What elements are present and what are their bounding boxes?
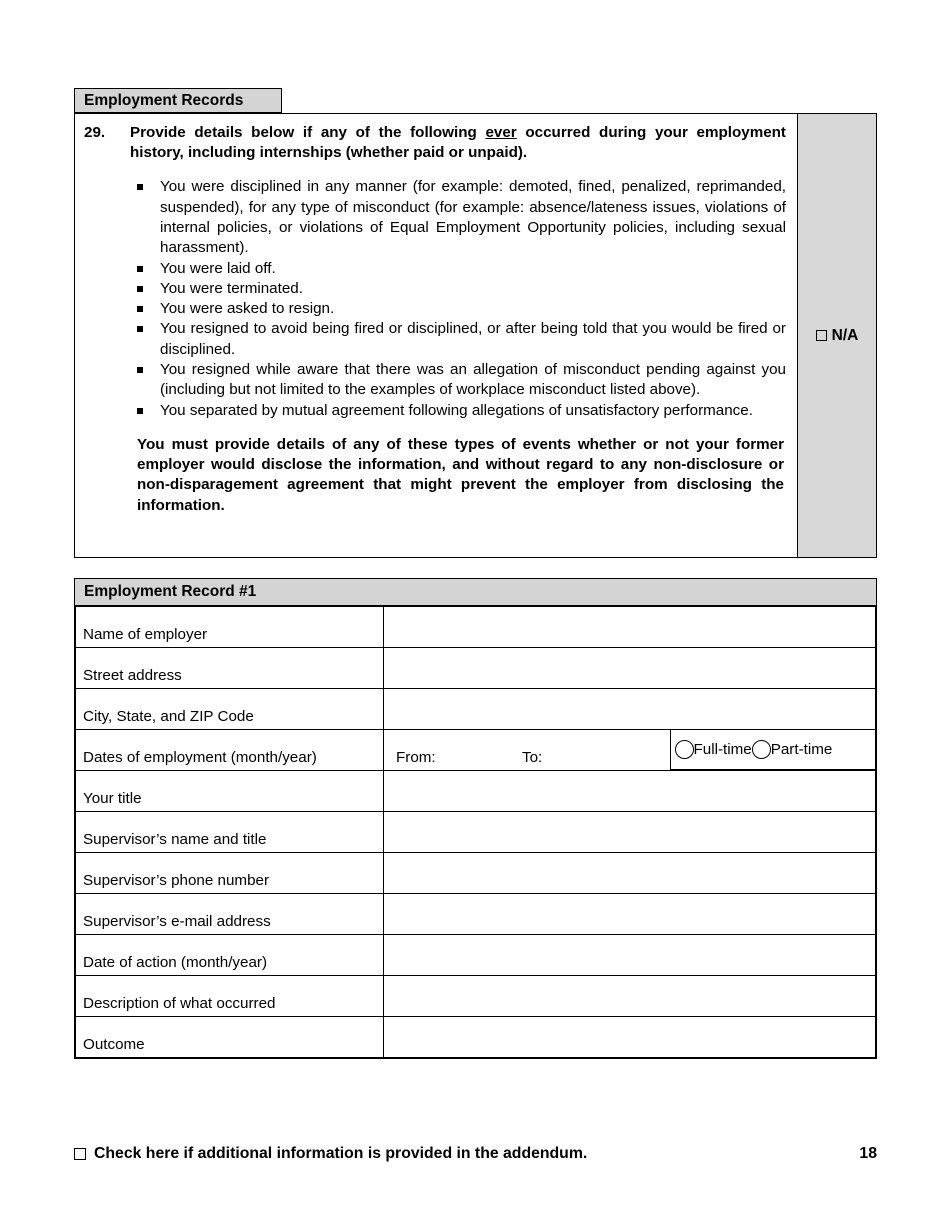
bullet-item: You were laid off. [137, 259, 786, 279]
table-row [76, 894, 876, 935]
row-label-supervisor-name-title: Supervisor’s name and title [76, 812, 384, 853]
employment-record-table [75, 606, 876, 1058]
question-prompt-part1: Provide details below if any of the following [130, 124, 486, 141]
row-label-dates-of-employment: Dates of employment (month/year) [76, 730, 384, 771]
table-row [76, 730, 876, 771]
row-value-date-of-action[interactable] [384, 935, 876, 976]
row-label-city-state-zip: City, State, and ZIP Code [76, 689, 384, 730]
row-label-street-address: Street address [76, 648, 384, 689]
bullet-item: You resigned to avoid being fired or disciplined, or after being told that you would be fired or disciplined. [137, 319, 786, 360]
row-value-city-state-zip[interactable] [384, 689, 876, 730]
table-row [76, 607, 876, 648]
bullet-item: You were terminated. [137, 279, 786, 299]
checkbox-icon[interactable] [816, 330, 827, 341]
table-row [76, 935, 876, 976]
section-header-label: Employment Records [84, 91, 244, 109]
page-footer [74, 1145, 877, 1163]
row-label-supervisor-phone: Supervisor’s phone number [76, 853, 384, 894]
bullet-item: You were disciplined in any manner (for example: demoted, fined, penalized, reprimanded, suspended), for any type of misconduct (for example: absence/lateness issues, violations of internal policies, or violations of Equal Employment Opportunity policies, including sexual harassment). [137, 177, 786, 258]
checkbox-icon[interactable] [74, 1148, 86, 1160]
bullet-item: You separated by mutual agreement following allegations of unsatisfactory performance. [137, 401, 786, 421]
row-label-your-title: Your title [76, 771, 384, 812]
dates-to-label: To: [522, 749, 543, 766]
row-value-supervisor-phone[interactable] [384, 853, 876, 894]
dates-from-label: From: [396, 749, 436, 766]
row-value-street-address[interactable] [384, 648, 876, 689]
table-row [76, 771, 876, 812]
radio-part-time-icon[interactable] [752, 740, 771, 759]
question-prompt-part2: occurred during your employment history, including internships (whether paid or unpaid). [130, 124, 786, 162]
row-label-description: Description of what occurred [76, 976, 384, 1017]
question-29-content [75, 114, 798, 557]
row-value-name-of-employer[interactable] [384, 607, 876, 648]
bullet-item: You were asked to resign. [137, 299, 786, 319]
section-header-employment-records [74, 88, 282, 113]
page-number: 18 [859, 1145, 877, 1162]
row-value-description[interactable] [384, 976, 876, 1017]
table-row [76, 853, 876, 894]
full-time-label: Full-time [693, 740, 752, 758]
na-column [797, 114, 876, 557]
table-row [76, 648, 876, 689]
question-prompt-emphasis: ever [485, 124, 517, 141]
row-value-your-title[interactable] [384, 771, 876, 812]
table-row [76, 812, 876, 853]
row-value-supervisor-email[interactable] [384, 894, 876, 935]
question-bullet-list [84, 177, 786, 420]
addendum-label: Check here if additional information is provided in the addendum. [94, 1145, 588, 1162]
table-row [76, 1017, 876, 1058]
question-prompt [130, 123, 786, 163]
employment-type-options[interactable] [670, 729, 877, 770]
row-label-date-of-action: Date of action (month/year) [76, 935, 384, 976]
question-closing-statement: You must provide details of any of these types of events whether or not your former employer would disclose the information, and without regard to any non-disclosure or non-disparagement agreement that might prevent the employer from disclosing the information. [137, 435, 784, 514]
part-time-label: Part-time [770, 740, 833, 758]
row-value-dates-of-employment[interactable] [384, 730, 876, 771]
employment-record-1-title: Employment Record #1 [75, 579, 876, 606]
bullet-item: You resigned while aware that there was an allegation of misconduct pending against you (including but not limited to the examples of workplace misconduct listed above). [137, 360, 786, 401]
row-label-outcome: Outcome [76, 1017, 384, 1058]
table-row [76, 976, 876, 1017]
question-29-prompt-line [84, 123, 786, 163]
na-label: N/A [831, 326, 859, 344]
table-row [76, 689, 876, 730]
addendum-checkbox-group[interactable] [74, 1145, 587, 1163]
row-value-supervisor-name-title[interactable] [384, 812, 876, 853]
row-value-outcome[interactable] [384, 1017, 876, 1058]
row-label-supervisor-email: Supervisor’s e-mail address [76, 894, 384, 935]
question-29-box [74, 113, 877, 558]
employment-record-1-section [74, 578, 877, 1059]
na-checkbox-group[interactable] [816, 327, 859, 345]
radio-full-time-icon[interactable] [675, 740, 694, 759]
row-label-name-of-employer: Name of employer [76, 607, 384, 648]
question-number: 29. [84, 124, 106, 141]
